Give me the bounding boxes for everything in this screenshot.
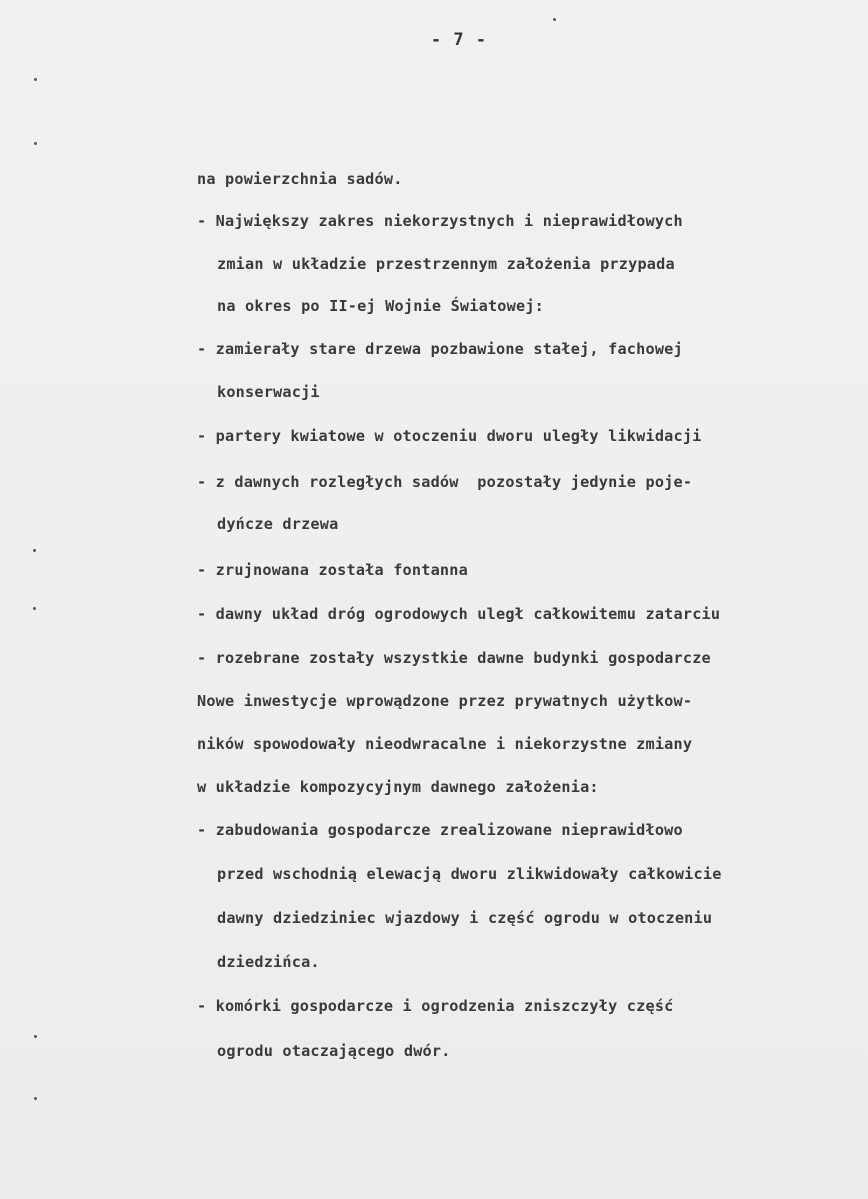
text-line: w układzie kompozycyjnym dawnego założenia: [197, 778, 599, 796]
text-line: przed wschodnią elewacją dworu zlikwidowały całkowicie [217, 865, 722, 883]
text-line: ników spowodowały nieodwracalne i niekorzystne zmiany [197, 735, 693, 753]
margin-speck [34, 142, 37, 145]
margin-speck [34, 1097, 37, 1100]
margin-speck [34, 1035, 37, 1038]
margin-speck [33, 549, 36, 552]
text-line: - rozebrane zostały wszystkie dawne budynki gospodarcze [197, 649, 711, 667]
text-line: konserwacji [217, 383, 320, 401]
text-line: na okres po II-ej Wojnie Światowej: [217, 297, 545, 315]
text-line: - z dawnych rozległych sadów pozostały jedynie poje- [197, 473, 693, 491]
page-number: - 7 - [430, 30, 488, 50]
text-line: - zabudowania gospodarcze zrealizowane nieprawidłowo [197, 821, 683, 839]
text-line: - Największy zakres niekorzystnych i nieprawidłowych [197, 212, 683, 230]
text-line: - partery kwiatowe w otoczeniu dworu uległy likwidacji [197, 427, 702, 445]
margin-speck [33, 607, 36, 610]
text-line: Nowe inwestycje wprowądzone przez prywatnych użytkow- [197, 692, 693, 710]
text-line: dziedzińca. [217, 953, 320, 971]
text-line: zmian w układzie przestrzennym założenia przypada [217, 255, 675, 273]
text-line: dyńcze drzewa [217, 515, 339, 533]
text-line: ogrodu otaczającego dwór. [217, 1042, 451, 1060]
text-line: - dawny układ dróg ogrodowych uległ całkowitemu zatarciu [197, 605, 721, 623]
text-line: dawny dziedziniec wjazdowy i część ogrodu w otoczeniu [217, 909, 713, 927]
text-line: - zamierały stare drzewa pozbawione stałej, fachowej [197, 340, 683, 358]
paper-speck [553, 18, 556, 21]
text-line: - komórki gospodarcze i ogrodzenia zniszczyły część [197, 997, 674, 1015]
text-line: na powierzchnia sadów. [197, 170, 403, 188]
margin-speck [34, 78, 37, 81]
text-line: - zrujnowana została fontanna [197, 561, 468, 579]
